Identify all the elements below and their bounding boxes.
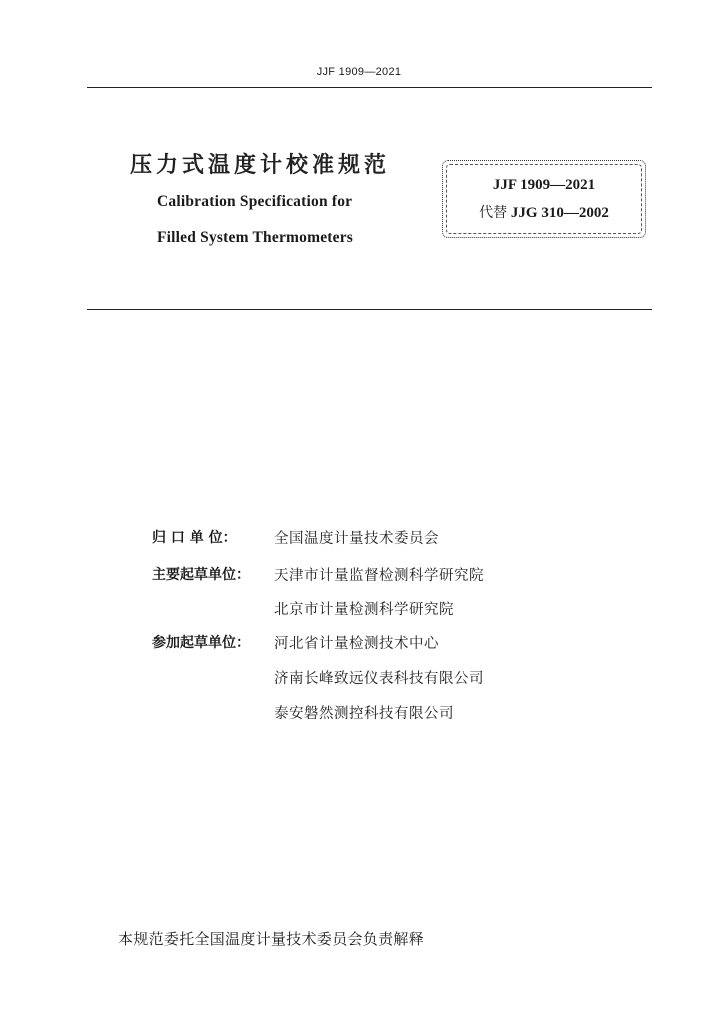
org-label-main-drafting: 主要起草单位： xyxy=(152,567,250,583)
title-english-line1: Calibration Specification for xyxy=(157,193,353,210)
replaced-code: JJG 310—2002 xyxy=(510,205,609,221)
specification-code-box xyxy=(442,160,646,238)
title-rule xyxy=(87,309,652,310)
title-english-line2: Filled System Thermometers xyxy=(157,229,354,246)
org-value-participating-1: 河北省计量检测技术中心 xyxy=(274,636,439,652)
interpretation-note: 本规范委托全国温度计量技术委员会负责解释 xyxy=(118,930,425,948)
org-value-responsible: 全国温度计量技术委员会 xyxy=(274,531,439,547)
document-code-header: JJF 1909—2021 xyxy=(316,66,402,78)
header-rule xyxy=(87,87,652,88)
org-label-participating: 参加起草单位： xyxy=(152,635,250,651)
org-value-participating-2: 济南长峰致远仪表科技有限公司 xyxy=(274,671,484,687)
title-chinese: 压力式温度计校准规范 xyxy=(130,153,391,178)
spec-code: JJF 1909—2021 xyxy=(492,177,596,193)
replaces-line xyxy=(443,202,645,222)
org-value-participating-3: 泰安磐然测控科技有限公司 xyxy=(274,706,454,722)
replaces-prefix: 代替 xyxy=(479,205,508,221)
org-value-main-drafting-2: 北京市计量检测科学研究院 xyxy=(274,602,454,618)
org-value-main-drafting-1: 天津市计量监督检测科学研究院 xyxy=(274,568,484,584)
org-label-responsible: 归 口 单 位： xyxy=(152,530,237,546)
